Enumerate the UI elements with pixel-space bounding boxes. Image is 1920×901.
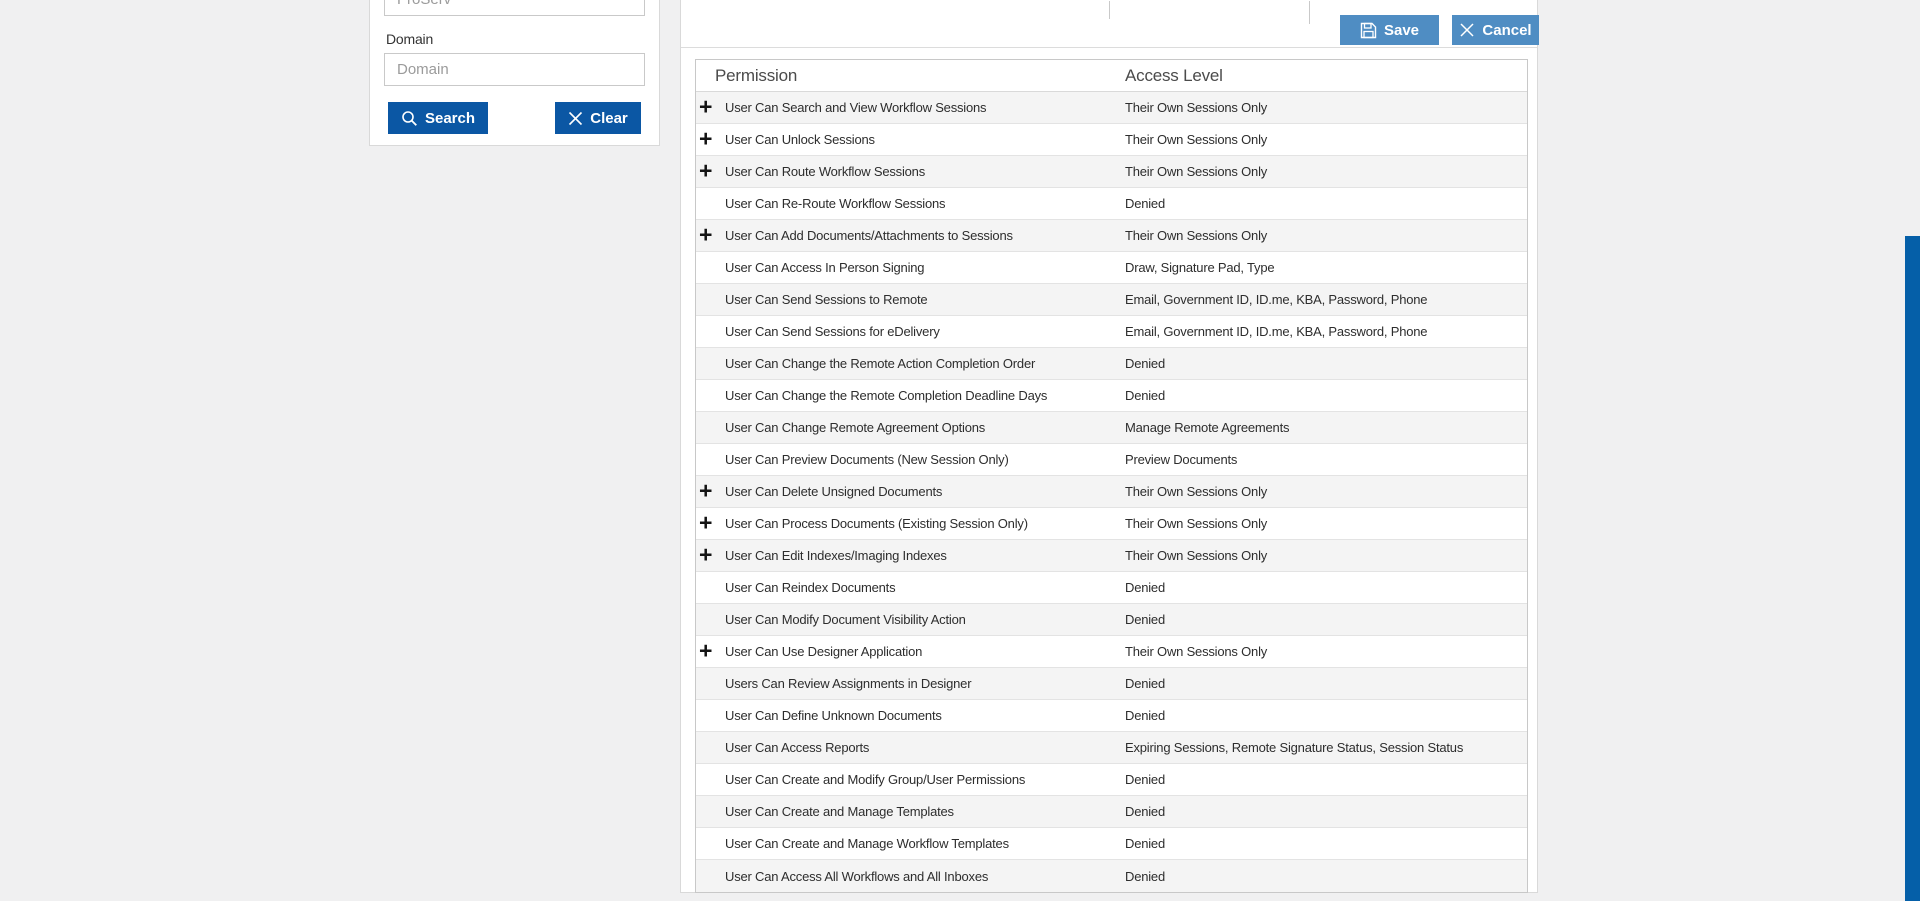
access-level-value: Expiring Sessions, Remote Signature Status, Session Status bbox=[1125, 740, 1464, 755]
permission-label: User Can Change the Remote Completion Deadline Days bbox=[725, 388, 1048, 403]
permissions-card bbox=[680, 0, 1538, 893]
permission-label: User Can Define Unknown Documents bbox=[725, 708, 942, 723]
expand-plus-icon[interactable]: + bbox=[699, 157, 713, 184]
permission-label: User Can Access In Person Signing bbox=[725, 260, 925, 275]
permission-cell bbox=[696, 612, 1125, 627]
permission-cell bbox=[696, 836, 1125, 851]
permission-cell bbox=[696, 637, 1125, 664]
clear-button[interactable] bbox=[555, 102, 641, 134]
permission-cell bbox=[696, 93, 1125, 120]
permission-label: User Can Send Sessions to Remote bbox=[725, 292, 928, 307]
access-level-value: Denied bbox=[1125, 196, 1165, 211]
access-level-column-header: Access Level bbox=[1125, 65, 1223, 85]
permission-cell bbox=[696, 804, 1125, 819]
access-level-value: Denied bbox=[1125, 868, 1165, 884]
access-level-value: Denied bbox=[1125, 580, 1165, 595]
search-button[interactable] bbox=[388, 102, 488, 134]
access-level-value: Denied bbox=[1125, 388, 1165, 403]
form-field-divider bbox=[1309, 1, 1310, 24]
table-row bbox=[696, 732, 1527, 764]
table-row bbox=[696, 700, 1527, 732]
access-level-value: Their Own Sessions Only bbox=[1125, 516, 1268, 531]
table-row bbox=[696, 604, 1527, 636]
access-level-value: Their Own Sessions Only bbox=[1125, 644, 1268, 659]
permission-cell bbox=[696, 740, 1125, 755]
permission-cell bbox=[696, 324, 1125, 339]
form-field-divider bbox=[1109, 1, 1110, 19]
access-level-value: Denied bbox=[1125, 676, 1165, 691]
table-row bbox=[696, 124, 1527, 156]
table-row bbox=[696, 540, 1527, 572]
save-icon bbox=[1360, 22, 1377, 39]
access-level-value: Preview Documents bbox=[1125, 452, 1238, 467]
table-row bbox=[696, 764, 1527, 796]
save-button[interactable] bbox=[1340, 15, 1439, 45]
permission-label: User Can Re-Route Workflow Sessions bbox=[725, 196, 946, 211]
search-panel bbox=[369, 0, 660, 146]
permission-label: User Can Change the Remote Action Completion Order bbox=[725, 356, 1036, 371]
permission-cell bbox=[696, 196, 1125, 211]
permission-label: Users Can Review Assignments in Designer bbox=[725, 676, 972, 691]
access-level-value: Their Own Sessions Only bbox=[1125, 132, 1268, 147]
permission-cell bbox=[696, 541, 1125, 568]
expand-plus-icon[interactable]: + bbox=[699, 93, 713, 120]
expand-plus-icon[interactable]: + bbox=[699, 509, 713, 536]
table-row bbox=[696, 380, 1527, 412]
permission-cell bbox=[696, 420, 1125, 435]
x-icon bbox=[1459, 22, 1475, 38]
table-row bbox=[696, 252, 1527, 284]
expand-plus-icon[interactable]: + bbox=[699, 637, 713, 664]
expand-plus-icon[interactable]: + bbox=[699, 541, 713, 568]
expand-plus-icon[interactable]: + bbox=[699, 221, 713, 248]
domain-label: Domain bbox=[386, 31, 434, 47]
permission-label: User Can Access All Workflows and All Inboxes bbox=[725, 868, 989, 884]
access-level-value: Their Own Sessions Only bbox=[1125, 164, 1268, 179]
permission-cell bbox=[696, 509, 1125, 536]
scrollbar-track[interactable] bbox=[1905, 0, 1920, 901]
section-divider bbox=[681, 47, 1537, 48]
cancel-button[interactable] bbox=[1452, 15, 1539, 45]
expand-plus-icon[interactable]: + bbox=[699, 125, 713, 152]
permission-label: User Can Create and Manage Workflow Templates bbox=[725, 836, 1009, 851]
access-level-value: Denied bbox=[1125, 804, 1165, 819]
permission-label: User Can Process Documents (Existing Session Only) bbox=[725, 516, 1028, 531]
permission-cell bbox=[696, 356, 1125, 371]
access-level-value: Denied bbox=[1125, 356, 1165, 371]
permission-label: User Can Route Workflow Sessions bbox=[725, 164, 925, 179]
permission-label: User Can Create and Modify Group/User Permissions bbox=[725, 772, 1026, 787]
table-row bbox=[696, 508, 1527, 540]
table-row bbox=[696, 828, 1527, 860]
permission-cell bbox=[696, 388, 1125, 403]
domain-input[interactable] bbox=[384, 53, 645, 86]
search-button-label: Search bbox=[424, 109, 476, 127]
table-row bbox=[696, 476, 1527, 508]
table-row bbox=[696, 636, 1527, 668]
permission-cell bbox=[696, 772, 1125, 787]
search-icon bbox=[401, 110, 418, 127]
permission-label: User Can Create and Manage Templates bbox=[725, 804, 954, 819]
permission-cell bbox=[696, 157, 1125, 184]
permission-column-header: Permission bbox=[715, 65, 798, 85]
access-level-value: Denied bbox=[1125, 708, 1165, 723]
table-row bbox=[696, 444, 1527, 476]
proserv-input[interactable] bbox=[384, 0, 645, 16]
table-row bbox=[696, 412, 1527, 444]
table-row bbox=[696, 316, 1527, 348]
permission-label: User Can Access Reports bbox=[725, 740, 870, 755]
permission-label: User Can Send Sessions for eDelivery bbox=[725, 324, 940, 339]
permission-cell bbox=[696, 708, 1125, 723]
table-row bbox=[696, 220, 1527, 252]
permission-cell bbox=[696, 221, 1125, 248]
save-button-label: Save bbox=[1383, 21, 1420, 39]
table-row bbox=[696, 668, 1527, 700]
clear-button-label: Clear bbox=[590, 109, 628, 127]
permissions-table bbox=[695, 59, 1528, 893]
permission-label: User Can Unlock Sessions bbox=[725, 132, 875, 147]
permission-cell bbox=[696, 676, 1125, 691]
access-level-value: Manage Remote Agreements bbox=[1125, 420, 1290, 435]
permission-label: User Can Delete Unsigned Documents bbox=[725, 484, 943, 499]
access-level-value: Email, Government ID, ID.me, KBA, Password, Phone bbox=[1125, 292, 1428, 307]
permission-label: User Can Add Documents/Attachments to Sessions bbox=[725, 228, 1013, 243]
access-level-value: Their Own Sessions Only bbox=[1125, 228, 1268, 243]
table-row bbox=[696, 860, 1527, 892]
cancel-button-label: Cancel bbox=[1482, 21, 1532, 39]
scrollbar-thumb[interactable] bbox=[1905, 236, 1920, 901]
permission-cell bbox=[696, 452, 1125, 467]
access-level-value: Their Own Sessions Only bbox=[1125, 548, 1268, 563]
permission-label: User Can Search and View Workflow Sessions bbox=[725, 100, 987, 115]
table-row bbox=[696, 92, 1527, 124]
permission-cell bbox=[696, 477, 1125, 504]
permission-cell bbox=[696, 580, 1125, 595]
access-level-value: Draw, Signature Pad, Type bbox=[1125, 260, 1275, 275]
permission-label: User Can Use Designer Application bbox=[725, 644, 923, 659]
permission-cell bbox=[696, 125, 1125, 152]
table-row bbox=[696, 572, 1527, 604]
table-row bbox=[696, 284, 1527, 316]
access-level-value: Their Own Sessions Only bbox=[1125, 100, 1268, 115]
table-row bbox=[696, 348, 1527, 380]
permission-label: User Can Edit Indexes/Imaging Indexes bbox=[725, 548, 947, 563]
permissions-table-body bbox=[696, 92, 1527, 892]
expand-plus-icon[interactable]: + bbox=[699, 477, 713, 504]
permission-label: User Can Reindex Documents bbox=[725, 580, 896, 595]
permission-label: User Can Modify Document Visibility Action bbox=[725, 612, 966, 627]
permission-cell bbox=[696, 260, 1125, 275]
x-icon bbox=[568, 111, 583, 126]
permission-label: User Can Preview Documents (New Session Only) bbox=[725, 452, 1009, 467]
access-level-value: Denied bbox=[1125, 836, 1165, 851]
table-row bbox=[696, 156, 1527, 188]
permission-label: User Can Change Remote Agreement Options bbox=[725, 420, 986, 435]
permission-cell bbox=[696, 292, 1125, 307]
access-level-value: Email, Government ID, ID.me, KBA, Password, Phone bbox=[1125, 324, 1428, 339]
access-level-value: Their Own Sessions Only bbox=[1125, 484, 1268, 499]
table-row bbox=[696, 188, 1527, 220]
access-level-value: Denied bbox=[1125, 772, 1165, 787]
permission-cell bbox=[696, 869, 1125, 884]
table-header-row bbox=[696, 60, 1527, 92]
table-row bbox=[696, 796, 1527, 828]
access-level-value: Denied bbox=[1125, 612, 1165, 627]
